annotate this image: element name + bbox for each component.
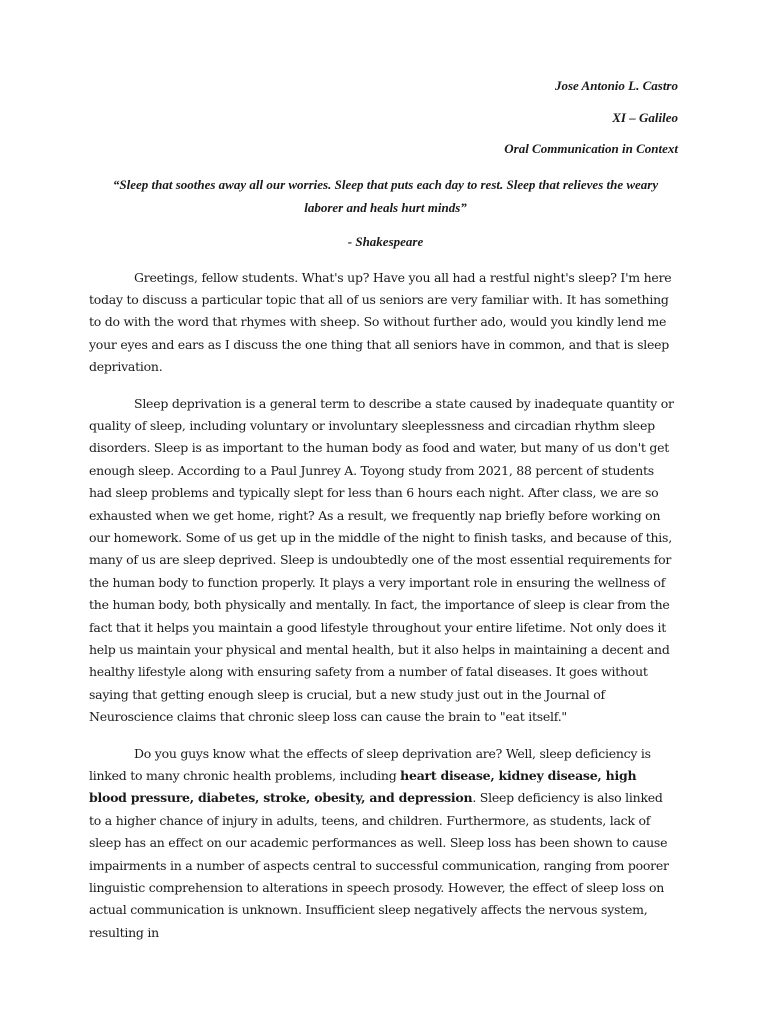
paragraph-3-end: . Sleep deficiency is also linked to a higher chance of injury in adults, teens, and children. Furthermore, as students, lack of sleep has an effect on our academic performances as well. Sleep loss has been shown to cause impairments in a number of aspects central to successful communication, ranging from poorer linguistic comprehension to alterations in speech prosody. However, the effect of sleep loss on actual communication is unknown. Insufficient sleep negatively affects the nervous system, resulting in <box>89 790 669 940</box>
paragraph-3-bold-diseases: heart disease, kidney disease, high blood pressure, diabetes, stroke, obesity, and depression <box>89 768 637 806</box>
paragraph-2: Sleep deprivation is a general term to describe a state caused by inadequate quantity or quality of sleep, including voluntary or involuntary sleeplessness and circadian rhythm sleep disorders. Sleep is as important to the human body as food and water, but many of us don't get enough sleep. According to a Paul Junrey A. Toyong study from 2021, 88 percent of students had sleep problems and typically slept for less than 6 hours each night. After class, we are so exhausted when we get home, right? As a result, we frequently nap briefly before working on our homework. Some of us get up in the middle of the night to finish tasks, and because of this, many of us are sleep deprived. Sleep is undoubtedly one of the most essential requirements for the human body to function properly. It plays a very important role in ensuring the wellness of the human body, both physically and mentally. In fact, the importance of sleep is clear from the fact that it helps you maintain a good lifestyle throughout your entire lifetime. Not only does it help us maintain your physical and mental health, but it also helps in maintaining a decent and healthy lifestyle along with ensuring safety from a number of fatal diseases. It goes without saying that getting enough sleep is crucial, but a new study just out in the Journal of Neuroscience claims that chronic sleep loss can cause the brain to "eat itself." <box>89 395 674 725</box>
paragraph-1: Greetings, fellow students. What's up? Have you all had a restful night's sleep? I'm here today to discuss a particular topic that all of us seniors are very familiar with. It has something to do with the word that rhymes with sheep. So without further ado, would you kindly lend me your eyes and ears as I discuss the one thing that all seniors have in common, and that is sleep deprivation. <box>89 269 672 375</box>
epigraph-attribution: - Shakespeare <box>347 233 424 249</box>
document-page <box>89 78 678 958</box>
paragraph-3-start: Do you guys know what the effects of sleep deprivation are? Well, sleep deficiency is linked to many chronic health problems, including <box>89 745 651 784</box>
subject-title: Oral Communication in Context <box>504 141 678 156</box>
author-name: Jose Antonio L. Castro <box>554 78 678 93</box>
epigraph-quote: “Sleep that soothes away all our worries. Sleep that puts each day to rest. Sleep that relieves the weary laborer and heals hurt minds” <box>112 176 659 215</box>
paragraph-3 <box>89 743 678 945</box>
class-section: XI – Galileo <box>612 109 678 125</box>
